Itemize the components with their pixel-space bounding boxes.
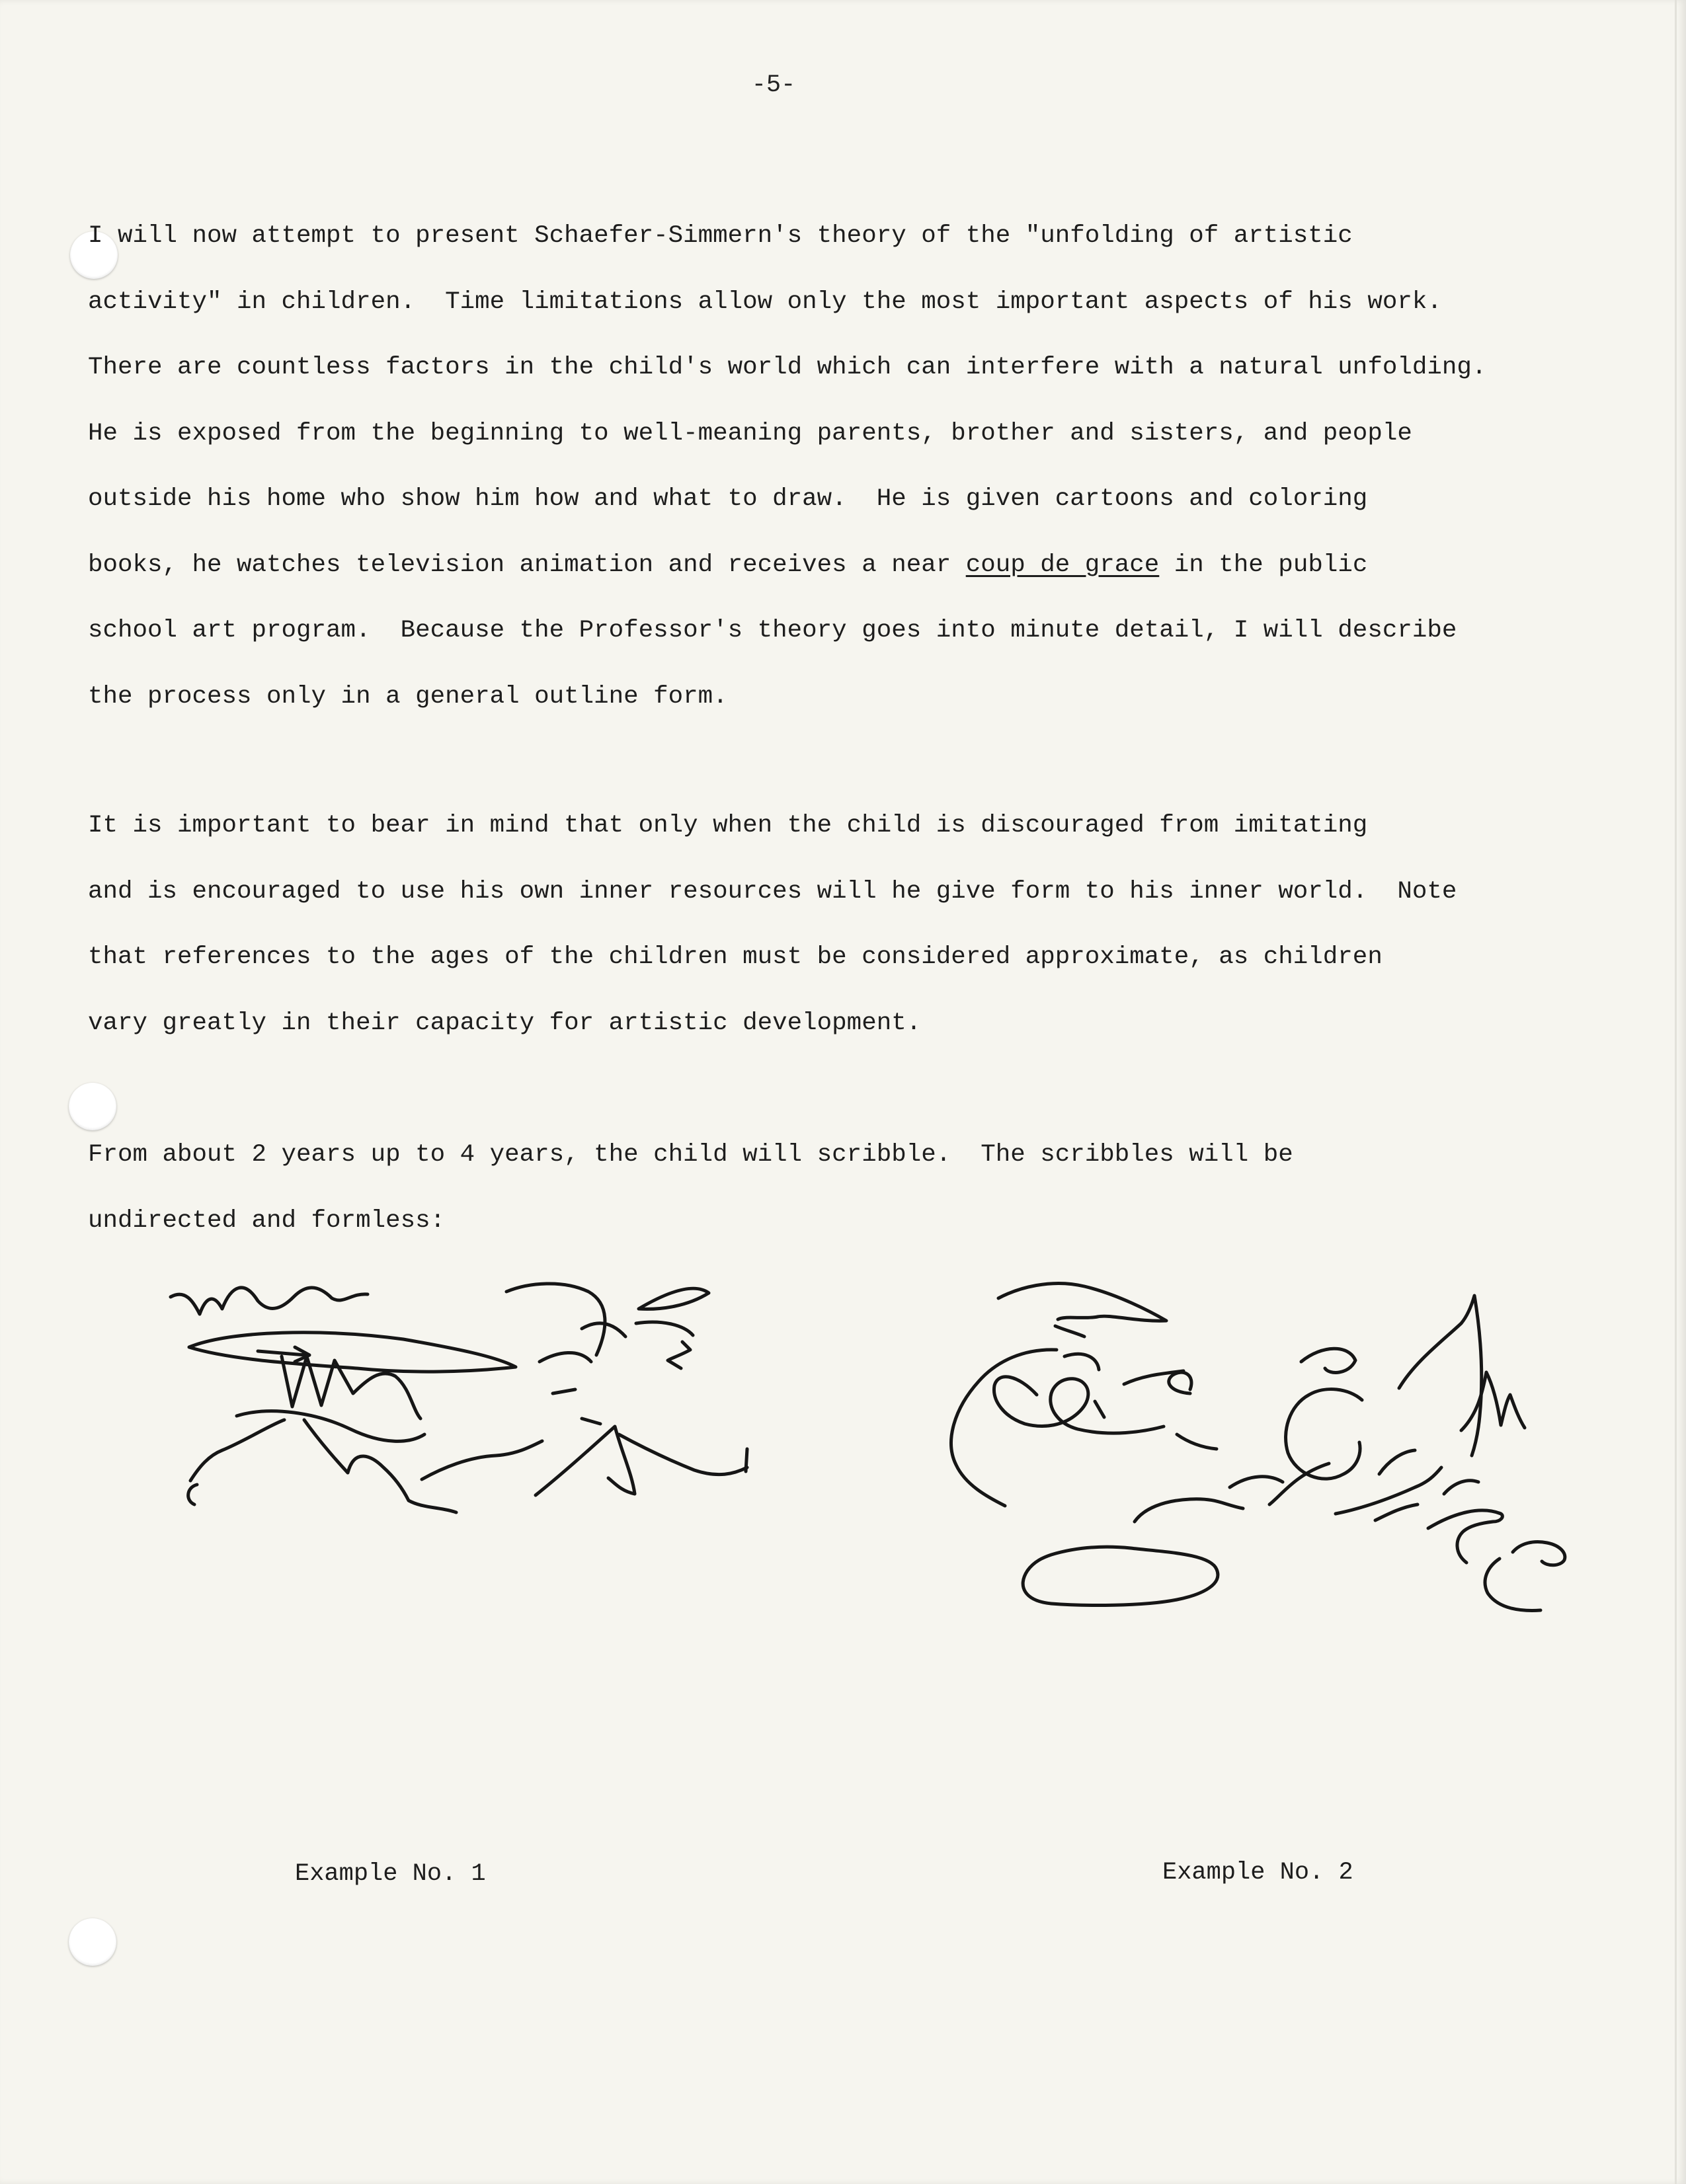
binder-hole-bottom bbox=[69, 1918, 116, 1966]
scribble-drawing-example-2 bbox=[926, 1276, 1660, 1646]
text-line: that references to the ages of the children must be considered approximate, as children bbox=[88, 943, 1383, 971]
text-line: activity" in children. Time limitations allow only the most important aspects of his work. bbox=[88, 288, 1442, 316]
text-fragment: books, he watches television animation and receives a near bbox=[88, 551, 966, 579]
text-line: undirected and formless: bbox=[88, 1206, 446, 1235]
underlined-phrase: coup de grace bbox=[965, 551, 1160, 579]
text-line: He is exposed from the beginning to well-meaning parents, brother and sisters, and people bbox=[88, 419, 1412, 448]
text-fragment: in the public bbox=[1159, 551, 1368, 579]
paragraph-scribble bbox=[88, 1122, 1628, 1254]
text-line: vary greatly in their capacity for artistic development. bbox=[88, 1009, 922, 1037]
text-line: and is encouraged to use his own inner resources will he give form to his inner world. Note bbox=[88, 877, 1457, 906]
paragraph-intro bbox=[88, 204, 1628, 730]
text-line: school art program. Because the Professor's theory goes into minute detail, I will describe bbox=[88, 617, 1457, 644]
text-line: There are countless factors in the child's world which can interfere with a natural unfolding. bbox=[88, 354, 1487, 381]
scribble-drawing-example-1 bbox=[159, 1256, 793, 1573]
page-number: -5- bbox=[751, 71, 796, 99]
text-line-with-emphasis bbox=[88, 533, 1628, 599]
caption-example-1: Example No. 1 bbox=[295, 1860, 486, 1888]
text-line: the process only in a general outline form. bbox=[88, 682, 728, 711]
paragraph-imitation bbox=[88, 793, 1628, 1056]
text-line: I will now attempt to present Schaefer-Simmern's theory of the "unfolding of artistic bbox=[88, 222, 1353, 250]
text-line: From about 2 years up to 4 years, the child will scribble. The scribbles will be bbox=[88, 1141, 1293, 1169]
caption-example-2: Example No. 2 bbox=[1162, 1859, 1353, 1887]
page-edge bbox=[1675, 0, 1677, 2184]
text-line: It is important to bear in mind that only when the child is discouraged from imitating bbox=[88, 812, 1368, 839]
text-line: outside his home who show him how and what to draw. He is given cartoons and coloring bbox=[88, 485, 1368, 513]
